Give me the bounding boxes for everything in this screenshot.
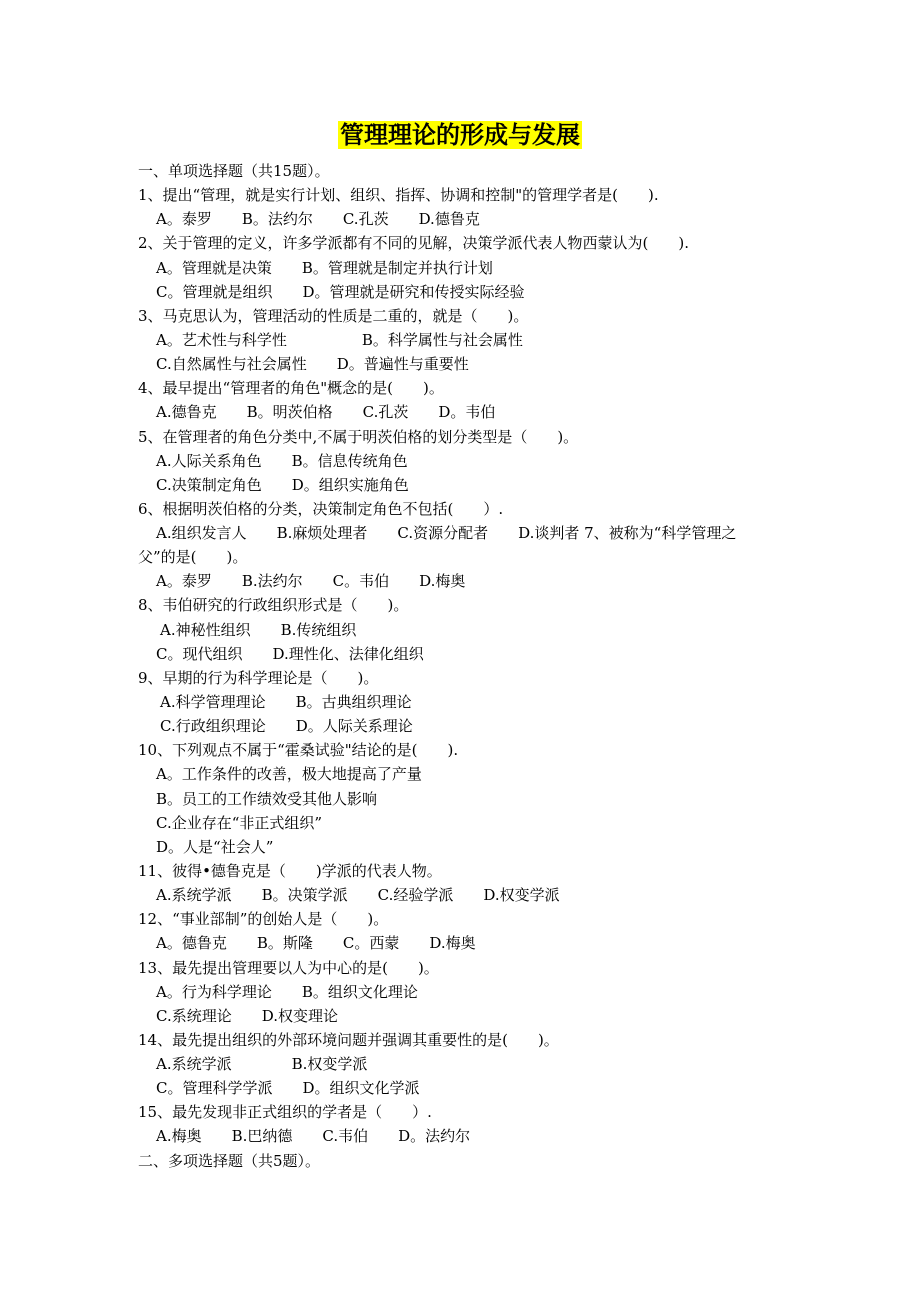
section-heading-single-choice: 一、单项选择题（共15题）。 [138,162,330,180]
question-2-options-row1: A。管理就是决策 B。管理就是制定并执行计划 [156,259,493,277]
question-6-options: A.组织发言人 B.麻烦处理者 C.资源分配者 D.谈判者 7、被称为“科学管理之 [156,524,737,542]
question-10-option-a: A。工作条件的改善，极大地提高了产量 [156,765,422,783]
question-8: 8、韦伯研究的行政组织形式是（ )。 [138,596,409,614]
question-4: 4、最早提出“管理者的角色"概念的是( )。 [138,379,444,397]
question-7-options: A。泰罗 B.法约尔 C。韦伯 D.梅奥 [156,572,466,590]
question-12: 12、“事业部制”的创始人是（ )。 [138,910,389,928]
section-heading-multiple-choice: 二、多项选择题（共5题）。 [138,1152,321,1170]
question-14-options-row2: C。管理科学学派 D。组织文化学派 [156,1079,420,1097]
question-5-options-row1: A.人际关系角色 B。信息传统角色 [156,452,408,470]
question-3-options-row2: C.自然属性与社会属性 D。普遍性与重要性 [156,355,469,373]
question-11: 11、彼得•德鲁克是（ )学派的代表人物。 [138,862,442,880]
question-9: 9、早期的行为科学理论是（ )。 [138,669,379,687]
question-10-option-b: B。员工的工作绩效受其他人影响 [156,790,378,808]
question-9-options-row2: C.行政组织理论 D。人际关系理论 [160,717,413,735]
question-2-options-row2: C。管理就是组织 D。管理就是研究和传授实际经验 [156,283,525,301]
question-14-options-row1: A.系统学派 B.权变学派 [156,1055,368,1073]
question-13: 13、最先提出管理要以人为中心的是( )。 [138,959,439,977]
question-1-options: A。泰罗 B。法约尔 C.孔茨 D.德鲁克 [156,210,480,228]
question-10-option-c: C.企业存在“非正式组织” [156,814,323,832]
question-3-options-row1: A。艺术性与科学性 B。科学属性与社会属性 [156,331,523,349]
question-8-options-row1: A.神秘性组织 B.传统组织 [160,621,357,639]
question-8-options-row2: C。现代组织 D.理性化、法律化组织 [156,645,424,663]
question-7: 父”的是( )。 [138,548,248,566]
question-3: 3、马克思认为，管理活动的性质是二重的，就是（ )。 [138,307,529,325]
question-5: 5、在管理者的角色分类中,不属于明茨伯格的划分类型是（ )。 [138,428,579,446]
question-14: 14、最先提出组织的外部环境问题并强调其重要性的是( )。 [138,1031,559,1049]
question-6: 6、根据明茨伯格的分类，决策制定角色不包括( ）. [138,500,504,518]
question-15-options: A.梅奥 B.巴纳德 C.韦伯 D。法约尔 [156,1127,471,1145]
question-1: 1、提出“管理，就是实行计划、组织、指挥、协调和控制"的管理学者是( ). [138,186,659,204]
question-4-options: A.德鲁克 B。明茨伯格 C.孔茨 D。韦伯 [156,403,496,421]
page-title: 管理理论的形成与发展 [340,121,580,149]
question-10: 10、下列观点不属于“霍桑试验"结论的是( ). [138,741,459,759]
watermark: zixin.com.cn [420,600,746,658]
question-13-options-row2: C.系统理论 D.权变理论 [156,1007,338,1025]
question-10-option-d: D。人是“社会人” [156,838,274,856]
question-2: 2、关于管理的定义，许多学派都有不同的见解，决策学派代表人物西蒙认为( ). [138,234,690,252]
question-12-options: A。德鲁克 B。斯隆 C。西蒙 D.梅奥 [156,934,476,952]
question-15: 15、最先发现非正式组织的学者是（ ）. [138,1103,432,1121]
question-11-options: A.系统学派 B。决策学派 C.经验学派 D.权变学派 [156,886,560,904]
question-9-options-row1: A.科学管理理论 B。古典组织理论 [160,693,412,711]
question-5-options-row2: C.决策制定角色 D。组织实施角色 [156,476,409,494]
question-13-options-row1: A。行为科学理论 B。组织文化理论 [156,983,418,1001]
